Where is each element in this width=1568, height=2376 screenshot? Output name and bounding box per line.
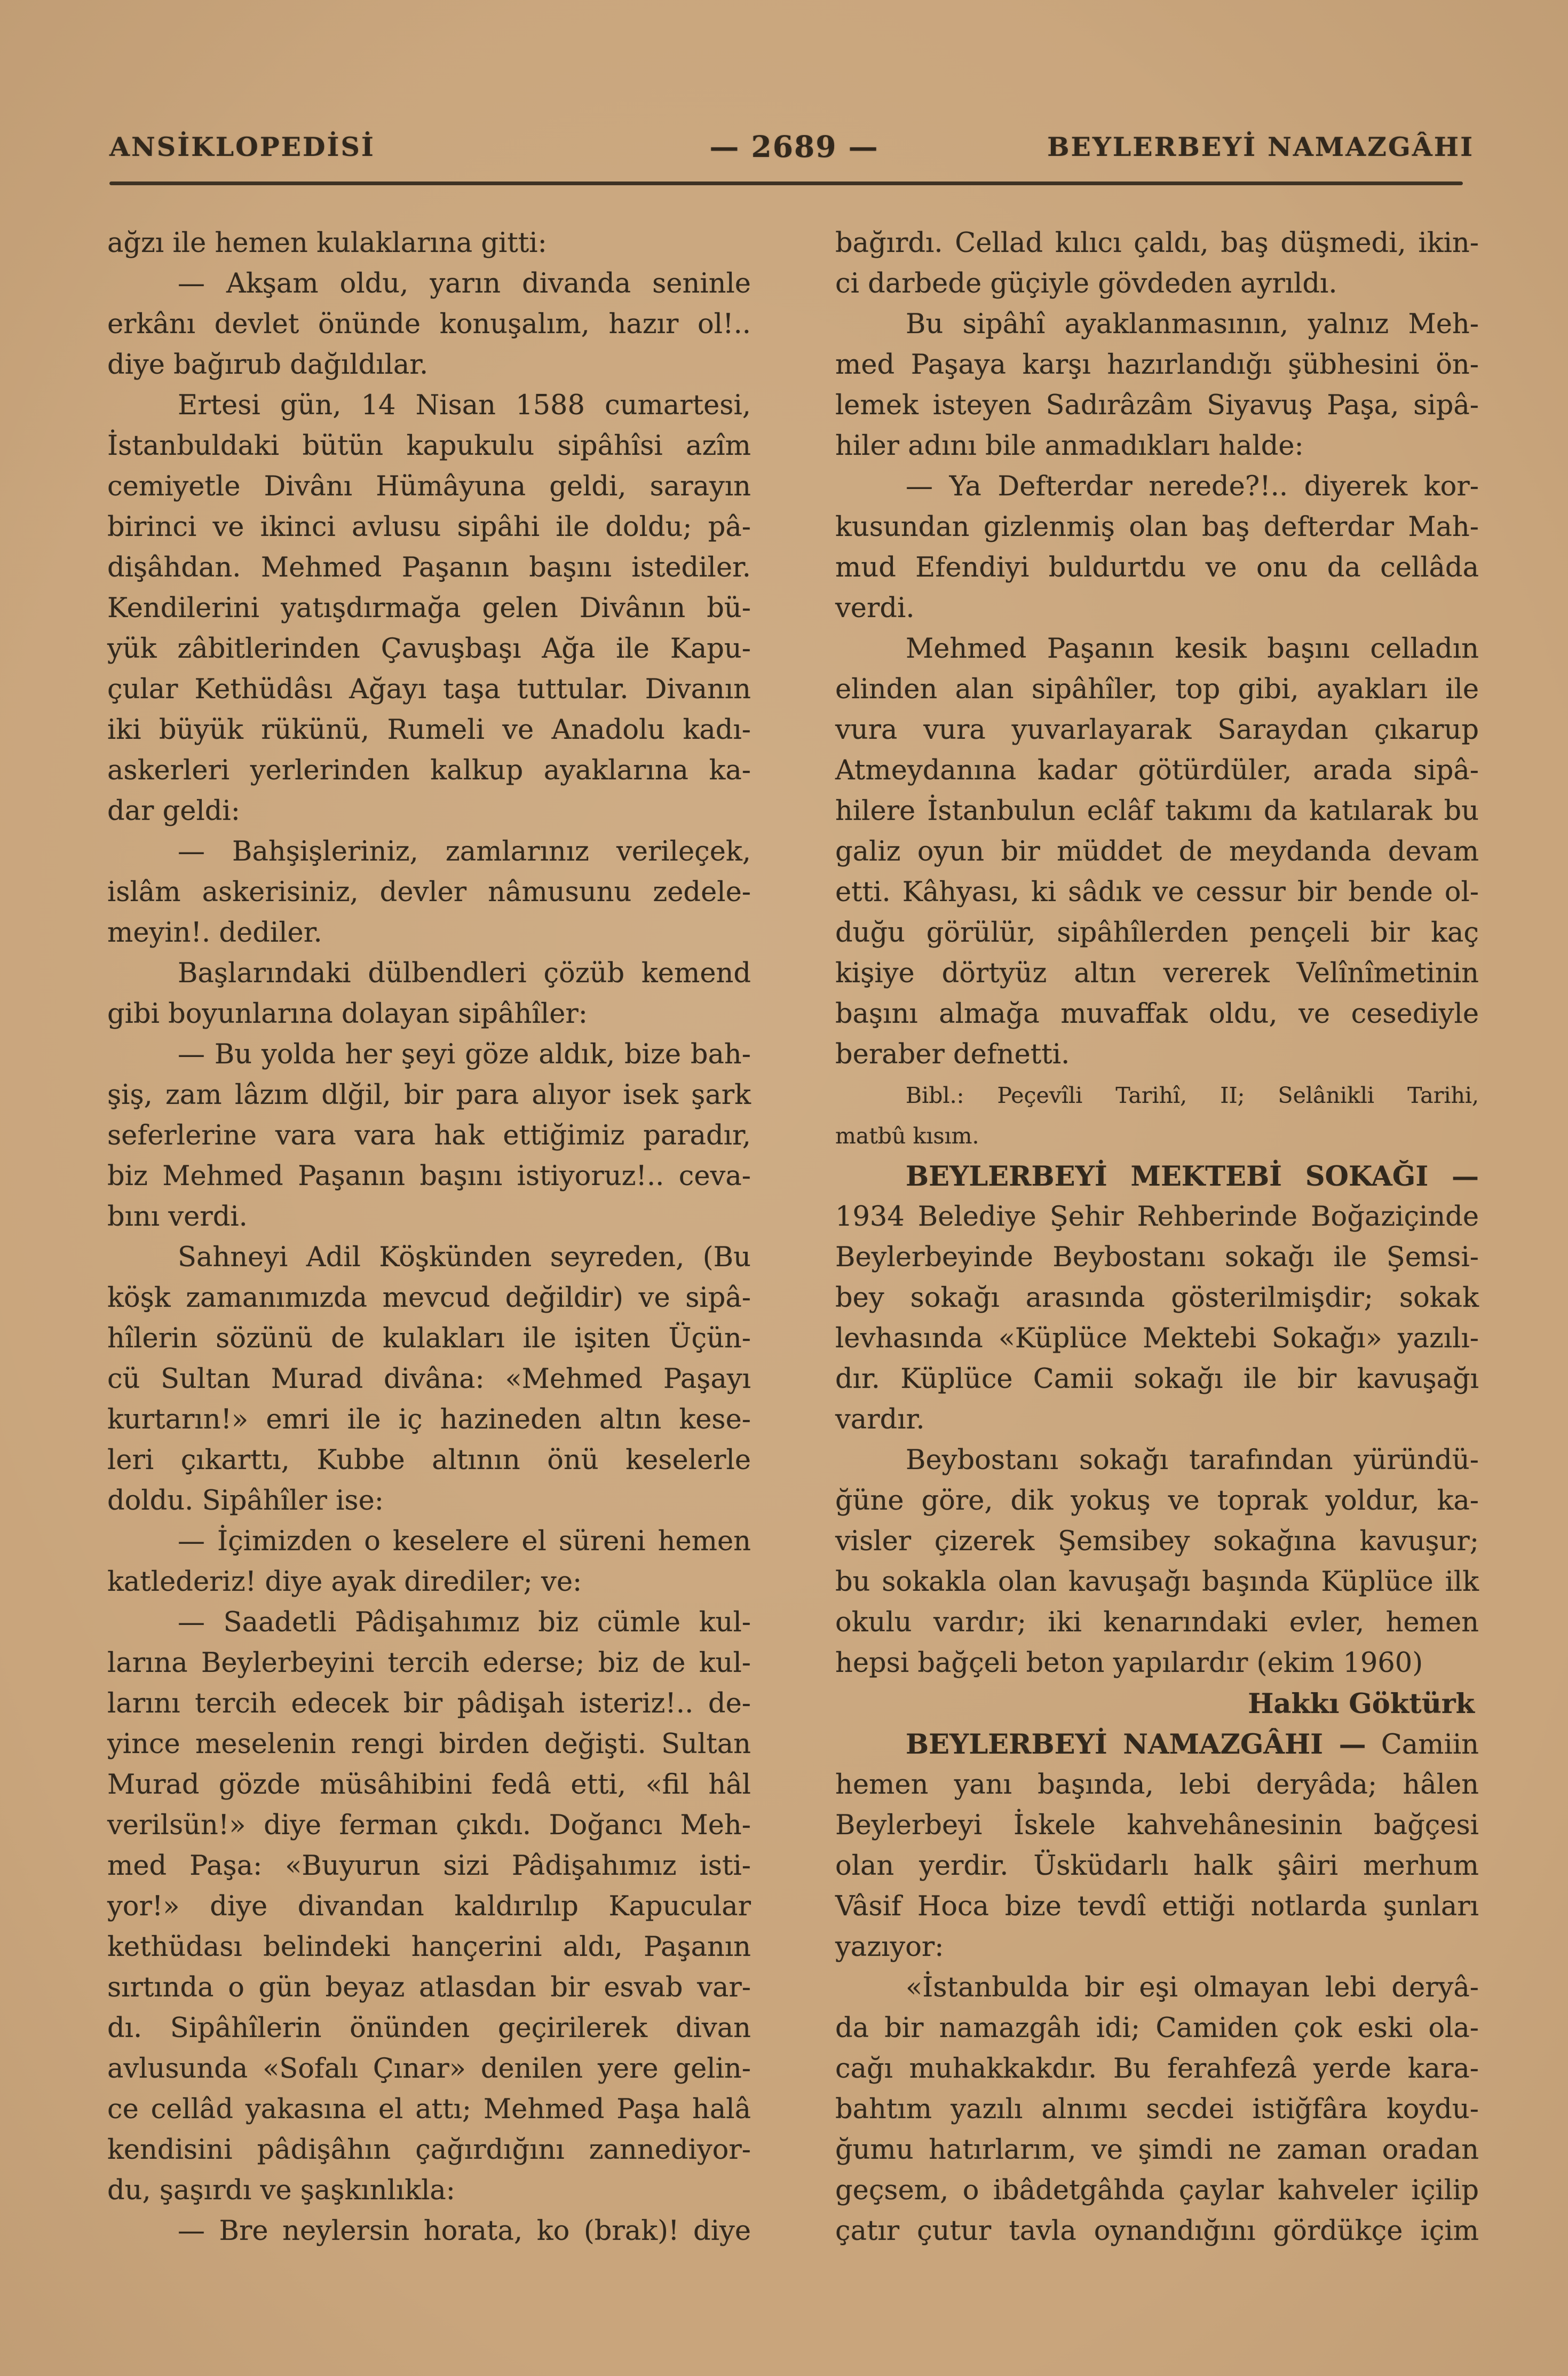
text-line: seferlerine vara vara hak ettiğimiz paradır,	[107, 1120, 751, 1151]
entry-heading-line: BEYLERBEYİ NAMAZGÂHI — Camiin	[906, 1728, 1479, 1761]
text-line: du, şaşırdı ve şaşkınlıkla:	[107, 2175, 455, 2206]
text-line: — Ya Defterdar nerede?!.. diyerek kor-	[906, 471, 1479, 502]
text-line: Beylerbeyi İskele kahvehânesinin bağçesi	[835, 1810, 1479, 1841]
text-line: elinden alan sipâhîler, top gibi, ayakları ile	[835, 674, 1479, 705]
text-line: bını verdi.	[107, 1201, 248, 1233]
text-line: etti. Kâhyası, ki sâdık ve cessur bir bende ol-	[835, 877, 1479, 908]
text-line: kişiye dörtyüz altın vererek Velînîmetinin	[835, 958, 1479, 989]
text-line: avlusunda «Sofalı Çınar» denilen yere gelin-	[107, 2053, 751, 2085]
text-line: vardır.	[835, 1404, 925, 1435]
text-line: ağzı ile hemen kulaklarına gitti:	[107, 227, 547, 259]
text-line: visler çizerek Şemsibey sokağına kavuşur;	[835, 1526, 1479, 1557]
header-rule	[109, 181, 1463, 185]
text-line: çatır çutur tavla oynandığını gördükçe içim	[835, 2215, 1479, 2247]
text-line: Başlarındaki dülbendleri çözüb kemend	[178, 958, 751, 989]
text-line: dı. Sipâhîlerin önünden geçirilerek divan	[107, 2012, 751, 2044]
text-line: Ertesi gün, 14 Nisan 1588 cumartesi,	[178, 390, 751, 421]
text-line: Vâsif Hoca bize tevdî ettiği notlarda şunları	[835, 1891, 1479, 1922]
text-line: hîlerin sözünü de kulakları ile işiten Üçün-	[107, 1323, 751, 1354]
text-line: erkânı devlet önünde konuşalım, hazır ol!..	[107, 309, 751, 340]
text-line: kurtarın!» emri ile iç hazineden altın kese-	[107, 1404, 751, 1435]
text-line: kusundan gizlenmiş olan baş defterdar Mah-	[835, 511, 1479, 543]
text-line: başını almağa muvaffak oldu, ve cesediyle	[835, 998, 1479, 1030]
running-title-right: BEYLERBEYİ NAMAZGÂHI	[1047, 131, 1474, 162]
text-line: meyin!. dediler.	[107, 917, 322, 949]
text-line: iki büyük rükünü, Rumeli ve Anadolu kadı-	[107, 714, 751, 746]
text-line: ğumu hatırlarım, ve şimdi ne zaman oradan	[835, 2134, 1479, 2166]
text-line: yük zâbitlerinden Çavuşbaşı Ağa ile Kapu-	[107, 633, 751, 665]
text-line: hepsi bağçeli beton yapılardır (ekim 1960)	[835, 1647, 1423, 1679]
text-line: bu sokakla olan kavuşağı başında Küplüce ilk	[835, 1566, 1479, 1598]
text-line: çular Kethüdâsı Ağayı taşa tuttular. Divanın	[107, 674, 751, 705]
text-line: Beybostanı sokağı tarafından yüründü-	[906, 1444, 1479, 1476]
entry-heading-line: BEYLERBEYİ MEKTEBİ SOKAĞI —	[906, 1161, 1479, 1193]
text-line: larını tercih edecek bir pâdişah isteriz!.. de-	[107, 1688, 751, 1719]
entry-heading: BEYLERBEYİ NAMAZGÂHI —	[906, 1728, 1366, 1761]
text-line: — Bahşişleriniz, zamlarınız verileçek,	[178, 836, 751, 867]
text-line: larına Beylerbeyini tercih ederse; biz de kul-	[107, 1647, 751, 1679]
text-line: yince meselenin rengi birden değişti. Sultan	[107, 1728, 751, 1760]
text-line: levhasında «Küplüce Mektebi Sokağı» yazılı-	[835, 1323, 1479, 1354]
text-line: Bu sipâhî ayaklanmasının, yalnız Meh-	[906, 309, 1479, 340]
bibliography-line: matbû kısım.	[835, 1123, 979, 1149]
text-line: hiler adını bile anmadıkları halde:	[835, 430, 1304, 462]
text-line: askerleri yerlerinden kalkup ayaklarına ka-	[107, 755, 751, 786]
page-number: — 2689 —	[709, 129, 879, 164]
text-line: ğüne göre, dik yokuş ve toprak yoldur, ka-	[835, 1485, 1479, 1517]
text-line: kethüdası belindeki hançerini aldı, Paşanın	[107, 1931, 751, 1963]
text-line: diye bağırub dağıldılar.	[107, 349, 429, 381]
running-title-left: ANSİKLOPEDİSİ	[109, 131, 375, 162]
text-line: hilere İstanbulun eclâf takımı da katılarak bu	[835, 795, 1479, 827]
text-line: bey sokağı arasında gösterilmişdir; sokak	[835, 1282, 1479, 1314]
text-line: — Akşam oldu, yarın divanda seninle	[178, 268, 751, 299]
text-line: cü Sultan Murad divâna: «Mehmed Paşayı	[107, 1363, 751, 1395]
text-line: Sahneyi Adil Köşkünden seyreden, (Bu	[178, 1242, 751, 1273]
text-line: ci darbede güçiyle gövdeden ayrıldı.	[835, 268, 1337, 299]
text-line: Atmeydanına kadar götürdüler, arada sipâ-	[835, 755, 1479, 786]
text-line: köşk zamanımızda mevcud değildir) ve sipâ-	[107, 1282, 751, 1314]
text-line: med Paşaya karşı hazırlandığı şübhesini ön-	[835, 349, 1479, 381]
text-line: kendisini pâdişâhın çağırdığını zannediyor-	[107, 2134, 751, 2166]
text-line: sırtında o gün beyaz atlasdan bir esvab var-	[107, 1972, 751, 2003]
text-line: da bir namazgâh idi; Camiden çok eski ola-	[835, 2012, 1479, 2044]
text-line: katlederiz! diye ayak dirediler; ve:	[107, 1566, 582, 1598]
text-line: beraber defnetti.	[835, 1039, 1070, 1070]
left-column	[107, 223, 751, 2252]
text-line: dişâhdan. Mehmed Paşanın başını istediler.	[107, 552, 751, 583]
text-line: dar geldi:	[107, 795, 240, 827]
text-line: doldu. Sipâhîler ise:	[107, 1485, 384, 1517]
text-line: leri çıkarttı, Kubbe altının önü keselerle	[107, 1444, 751, 1476]
text-line: İstanbuldaki bütün kapukulu sipâhîsi azîm	[107, 430, 751, 462]
text-line: yor!» diye divandan kaldırılıp Kapucular	[107, 1891, 751, 1922]
text-line: med Paşa: «Buyurun sizi Pâdişahımız isti-	[107, 1850, 751, 1882]
text-line: Kendilerini yatışdırmağa gelen Divânın bü-	[107, 593, 751, 624]
text-line: — İçimizden o keselere el süreni hemen	[178, 1526, 751, 1557]
text-line: bahtım yazılı alnımı secdei istiğfâra koydu-	[835, 2094, 1479, 2125]
text-line: Beylerbeyinde Beybostanı sokağı ile Şemsi-	[835, 1242, 1479, 1273]
text-line: gibi boyunlarına dolayan sipâhîler:	[107, 998, 588, 1030]
bibliography-line: Bibl.: Peçevîli Tarihî, II; Selânikli Tarihi,	[906, 1083, 1479, 1108]
text-line: dır. Küplüce Camii sokağı ile bir kavuşağı	[835, 1363, 1479, 1395]
author-signature: Hakkı Göktürk	[1248, 1688, 1475, 1720]
text-line: duğu görülür, sipâhîlerden pençeli bir kaç	[835, 917, 1479, 949]
text-line: verilsün!» diye ferman çıkdı. Doğancı Meh-	[107, 1810, 751, 1841]
text-line: olan yerdir. Üsküdarlı halk şâiri merhum	[835, 1850, 1479, 1882]
text-line: verdi.	[835, 593, 915, 624]
text-line: bağırdı. Cellad kılıcı çaldı, baş düşmedi, ikin-	[835, 227, 1479, 259]
text-line: geçsem, o ibâdetgâhda çaylar kahveler içilip	[835, 2175, 1479, 2206]
text-line: ce cellâd yakasına el attı; Mehmed Paşa halâ	[107, 2094, 751, 2125]
text-line: — Saadetli Pâdişahımız biz cümle kul-	[178, 1607, 751, 1638]
text-line: okulu vardır; iki kenarındaki evler, hemen	[835, 1607, 1479, 1638]
text-line: — Bu yolda her şeyi göze aldık, bize bah-	[178, 1039, 751, 1070]
text-line: vura vura yuvarlayarak Saraydan çıkarup	[835, 714, 1479, 746]
text-line: 1934 Belediye Şehir Rehberinde Boğaziçinde	[835, 1201, 1479, 1233]
text-line: cağı muhakkakdır. Bu ferahfezâ yerde kara-	[835, 2053, 1479, 2085]
text-line: hemen yanı başında, lebi deryâda; hâlen	[835, 1769, 1479, 1801]
text-line: cemiyetle Divânı Hümâyuna geldi, sarayın	[107, 471, 751, 502]
text-line: «İstanbulda bir eşi olmayan lebi deryâ-	[906, 1972, 1479, 2003]
text-line: mud Efendiyi buldurtdu ve onu da cellâda	[835, 552, 1479, 583]
text-line: Murad gözde müsâhibini fedâ etti, «fil hâl	[107, 1769, 751, 1801]
text-line: galiz oyun bir müddet de meydanda devam	[835, 836, 1479, 867]
text-line: lemek isteyen Sadırâzâm Siyavuş Paşa, sipâ-	[835, 390, 1479, 421]
text-line: biz Mehmed Paşanın başını istiyoruz!.. ceva-	[107, 1161, 751, 1192]
text-line: Mehmed Paşanın kesik başını celladın	[906, 633, 1479, 665]
text-line: islâm askerisiniz, devler nâmusunu zedele-	[107, 877, 751, 908]
text-line: birinci ve ikinci avlusu sipâhi ile doldu; pâ-	[107, 511, 751, 543]
text-line: yazıyor:	[835, 1931, 944, 1963]
text-line: şiş, zam lâzım dlğil, bir para alıyor isek şark	[107, 1079, 751, 1111]
text-line: — Bre neylersin horata, ko (brak)! diye	[178, 2215, 751, 2247]
right-column	[835, 223, 1479, 2252]
